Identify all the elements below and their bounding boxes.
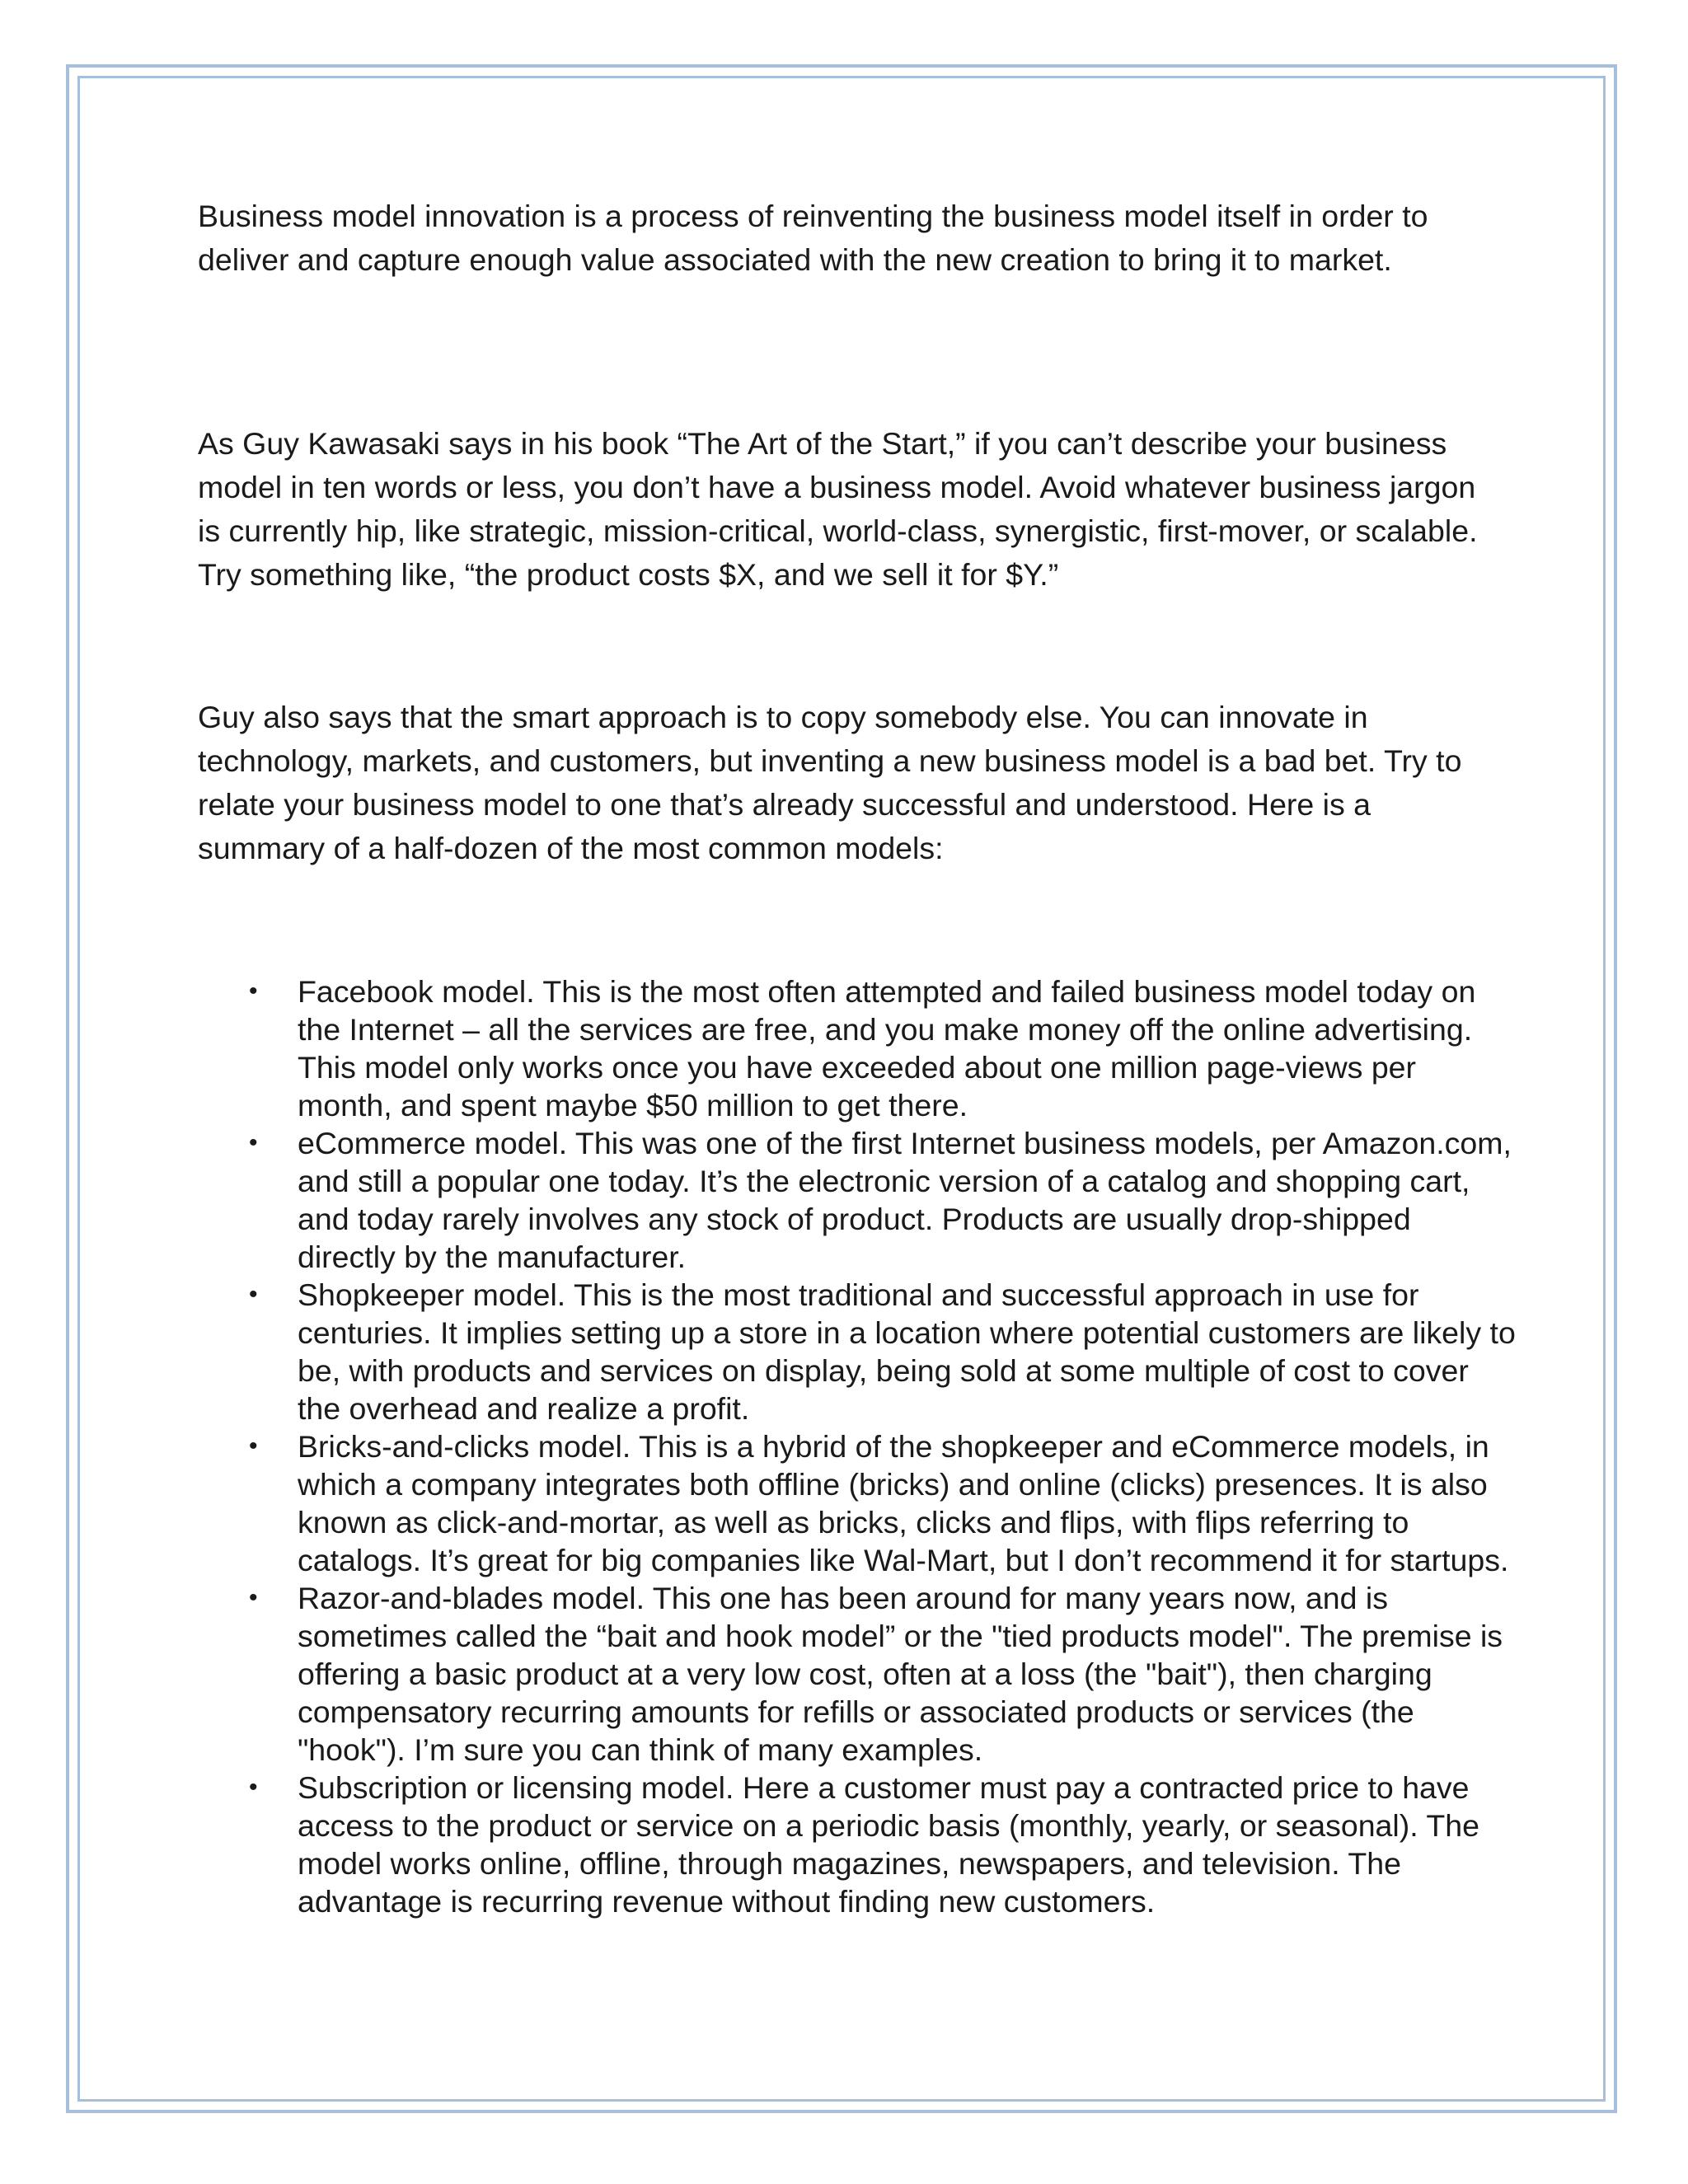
paragraph-intro: Business model innovation is a process of reinventing the business model itself in order to deliver and capture enough value associated with the new creation to bring it to market. bbox=[198, 199, 1428, 277]
bullet-icon: • bbox=[249, 977, 258, 1005]
list-item-text: Bricks-and-clicks model. This is a hybrid of the shopkeeper and eCommerce models, in which a company integrates both offline (bricks) and online (clicks) presences. It is also known as click-and-mortar, as well as bricks, clicks and flips, with flips referring to catalogs. It’s great for big companies like Wal-Mart, but I don’t recommend it for startups. bbox=[298, 1429, 1509, 1577]
list-item-shopkeeper-model bbox=[198, 1276, 1517, 1427]
list-item-ecommerce-model bbox=[198, 1124, 1517, 1276]
list-item-bricks-and-clicks-model bbox=[198, 1427, 1517, 1579]
business-models-list bbox=[198, 972, 1517, 1920]
paragraph-copy-approach: Guy also says that the smart approach is to copy somebody else. You can innovate in technology, markets, and customers, but inventing a new business model is a bad bet. Try to relate your business model to one that’s already successful and understood. Here is a summary of a half-dozen of the most common models: bbox=[198, 700, 1462, 865]
list-item-text: eCommerce model. This was one of the first Internet business models, per Amazon.com, and still a popular one today. It’s the electronic version of a catalog and shopping cart, and today rarely involves any stock of product. Products are usually drop-shipped directly by the manufacturer. bbox=[298, 1126, 1512, 1274]
bullet-icon: • bbox=[249, 1281, 258, 1308]
list-item-text: Shopkeeper model. This is the most traditional and successful approach in use for centuries. It implies setting up a store in a location where potential customers are likely to be, with products and services on display, being sold at some multiple of cost to cover the overhead and realize a profit. bbox=[298, 1277, 1516, 1426]
paragraph-kawasaki-quote: As Guy Kawasaki says in his book “The Art of the Start,” if you can’t describe your business model in ten words or less, you don’t have a business model. Avoid whatever business jargon is currently hip, like strategic, mission-critical, world-class, synergistic, first-mover, or scalable. Try something like, “the product costs $X, and we sell it for $Y.” bbox=[198, 426, 1478, 592]
list-item-facebook-model bbox=[198, 972, 1517, 1124]
list-item-text: Razor-and-blades model. This one has been around for many years now, and is sometimes called the “bait and hook model” or the "tied products model". The premise is offering a basic product at a very low cost, often at a loss (the "bait"), then charging compensatory recurring amounts for refills or associated products or services (the "hook"). I’m sure you can think of many examples. bbox=[298, 1581, 1503, 1767]
list-item-text: Facebook model. This is the most often attempted and failed business model today on the Internet – all the services are free, and you make money off the online advertising. This model only works once you have exceeded about one million page-views per month, and spent maybe $50 million to get there. bbox=[298, 974, 1476, 1122]
bullet-icon: • bbox=[249, 1584, 258, 1611]
list-item-subscription-model bbox=[198, 1769, 1517, 1920]
bullet-icon: • bbox=[249, 1774, 258, 1801]
bullet-icon: • bbox=[249, 1129, 258, 1156]
list-item-text: Subscription or licensing model. Here a customer must pay a contracted price to have access to the product or service on a periodic basis (monthly, yearly, or seasonal). The model works online, offline, through magazines, newspapers, and television. The advantage is recurring revenue without finding new customers. bbox=[298, 1770, 1480, 1919]
bullet-icon: • bbox=[249, 1432, 258, 1460]
list-item-razor-and-blades-model bbox=[198, 1579, 1517, 1769]
